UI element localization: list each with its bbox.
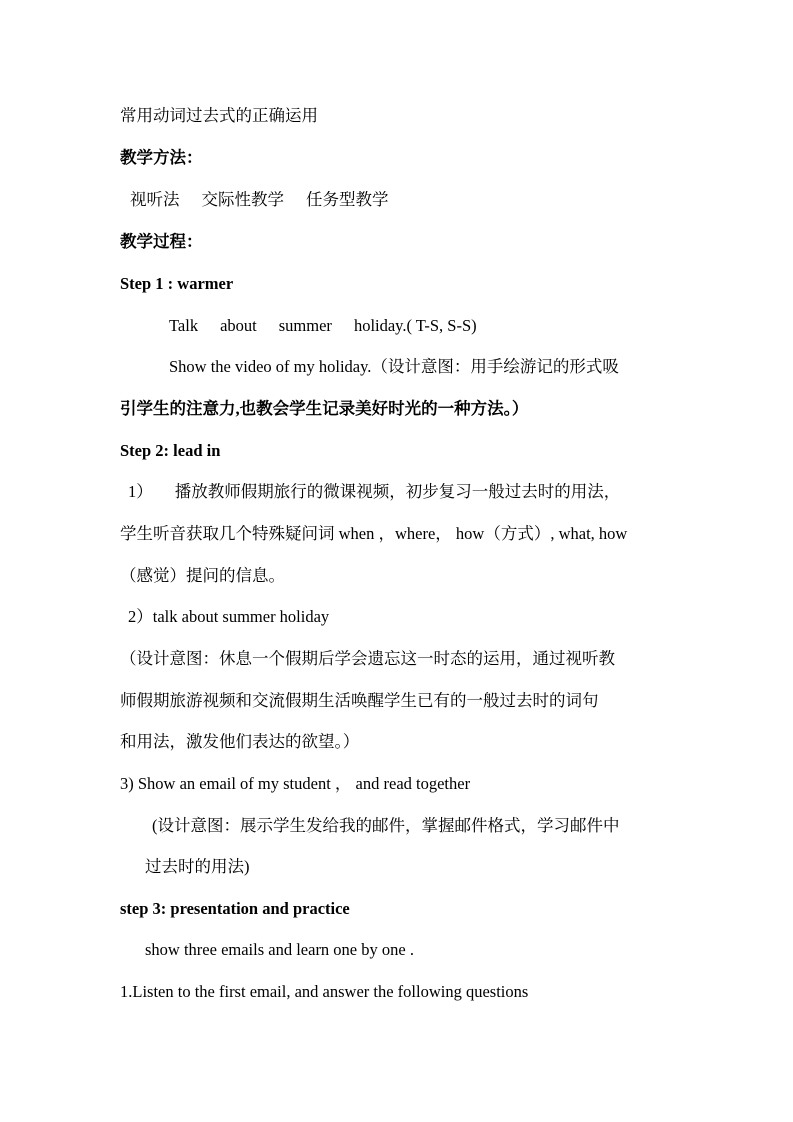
heading-teaching-process: 教学过程：	[120, 232, 203, 251]
heading-teaching-methods: 教学方法：	[120, 148, 203, 167]
method-communicative: 交际性教学	[201, 190, 284, 209]
item-3-line: 3) Show an email of my student ， and read together	[120, 774, 471, 793]
topic-line: 常用动词过去式的正确运用	[120, 106, 318, 125]
talk-line	[169, 315, 477, 337]
design-intent-1: 引学生的注意力,也教会学生记录美好时光的一种方法。）	[120, 399, 529, 418]
item-1-cont-2: （感觉）提问的信息。	[120, 566, 285, 585]
word-summer: summer	[278, 316, 332, 335]
design-intent-2-line-1: （设计意图：休息一个假期后学会遗忘这一时态的运用，通过视听教	[120, 649, 615, 668]
word-talk: Talk	[169, 316, 199, 335]
method-audio-visual: 视听法	[130, 190, 180, 209]
item-1-cont-1: 学生听音获取几个特殊疑问词 when ，where， how（方式）, what, how	[120, 524, 628, 543]
design-intent-3-line-2: 过去时的用法)	[145, 857, 250, 876]
item-1-line	[128, 481, 620, 503]
item-1-number: 1）	[128, 482, 153, 501]
step1-heading: Step 1 : warmer	[120, 274, 234, 293]
design-intent-3-line-1: (设计意图：展示学生发给我的邮件，掌握邮件格式，学习邮件中	[152, 816, 620, 835]
step3-heading: step 3: presentation and practice	[120, 899, 350, 918]
method-task-based: 任务型教学	[306, 190, 389, 209]
item-1-text: 播放教师假期旅行的微课视频，初步复习一般过去时的用法，	[174, 482, 621, 501]
design-intent-2-line-2: 师假期旅游视频和交流假期生活唤醒学生已有的一般过去时的词句	[120, 691, 599, 710]
word-about: about	[220, 316, 257, 335]
step2-heading: Step 2: lead in	[120, 441, 221, 460]
item-2-line: 2）talk about summer holiday	[128, 607, 330, 626]
listen-line: 1.Listen to the first email, and answer the following questions	[120, 982, 529, 1001]
methods-line	[130, 189, 389, 211]
word-holiday: holiday.( T-S, S-S)	[353, 316, 477, 335]
emails-line: show three emails and learn one by one .	[145, 940, 414, 959]
video-line: Show the video of my holiday.（设计意图：用手绘游记的形式吸	[169, 357, 619, 376]
design-intent-2-line-3: 和用法，激发他们表达的欲望。）	[120, 732, 360, 751]
